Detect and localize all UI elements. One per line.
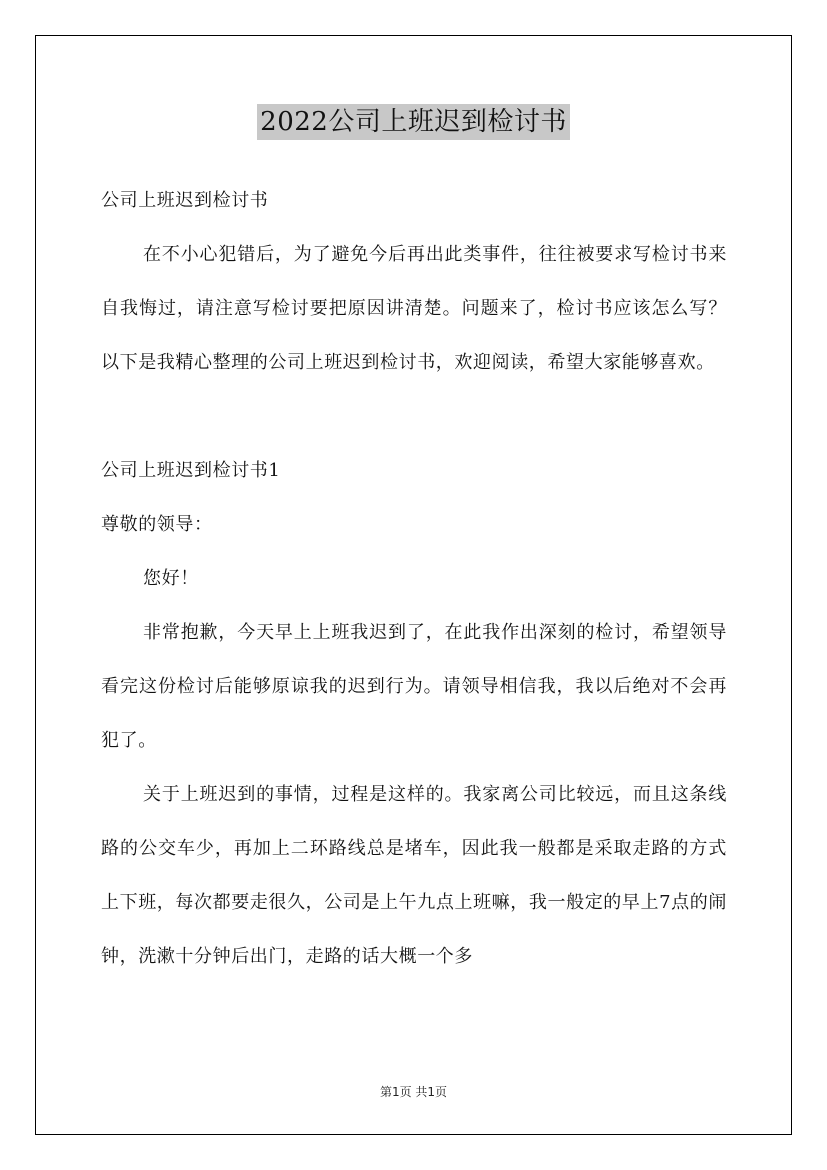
intro-paragraph: 在不小心犯错后，为了避免今后再出此类事件，往往被要求写检讨书来自我悔过，请注意写检讨要把原因讲清楚。问题来了，检讨书应该怎么写？以下是我精心整理的公司上班迟到检讨书，欢迎阅读，希望大家能够喜欢。 <box>101 244 727 373</box>
body-paragraph-2: 关于上班迟到的事情，过程是这样的。我家离公司比较远，而且这条线路的公交车少，再加上二环路线总是堵车，因此我一般都是采取走路的方式上下班，每次都要走很久，公司是上午九点上班嘛，我一般定的早上7点的闹钟，洗漱十分钟后出门，走路的话大概一个多 <box>101 784 727 967</box>
document-body <box>101 174 727 984</box>
greeting: 您好！ <box>143 568 199 589</box>
page-footer <box>0 1083 827 1100</box>
document-subtitle: 公司上班迟到检讨书 <box>101 190 269 211</box>
paragraph-gap <box>101 390 727 444</box>
document-title: 2022公司上班迟到检讨书 <box>257 104 570 140</box>
page-number: 第1页 共1页 <box>379 1085 448 1099</box>
title-container <box>0 104 827 140</box>
body-paragraph-1: 非常抱歉，今天早上上班我迟到了，在此我作出深刻的检讨，希望领导看完这份检讨后能够原谅我的迟到行为。请领导相信我，我以后绝对不会再犯了。 <box>101 622 727 751</box>
section-heading: 公司上班迟到检讨书1 <box>101 460 281 481</box>
salutation: 尊敬的领导： <box>101 514 213 535</box>
